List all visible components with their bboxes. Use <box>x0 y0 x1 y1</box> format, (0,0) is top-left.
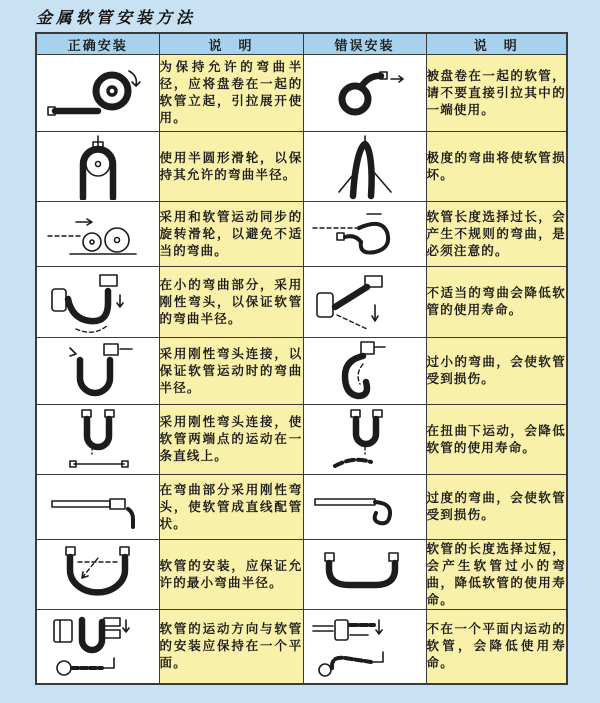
wrong-illustration-cell <box>303 475 426 540</box>
wrong-illustration-cell <box>303 132 426 202</box>
correct-illustration-cell <box>36 267 159 338</box>
correct-description: 软管的安装，应保证允许的最小弯曲半径。 <box>159 540 303 610</box>
one-plane-motion-icon <box>38 610 158 682</box>
improper-sharp-bend-icon <box>309 267 421 337</box>
u-bend-twisted-icon <box>309 406 421 474</box>
hook-small-bend-icon <box>309 338 421 404</box>
coiled-hose-pulled-end-icon <box>309 63 421 123</box>
wrong-description: 过小的弯曲，会使软管受到损伤。 <box>426 338 567 405</box>
u-bend-straight-line-icon <box>42 406 154 474</box>
header-correct-install: 正确安装 <box>36 33 159 55</box>
correct-illustration-cell <box>36 132 159 202</box>
wrong-illustration-cell <box>303 610 426 684</box>
table-row <box>36 475 567 540</box>
straight-run-elbow-icon <box>42 479 154 535</box>
table-row <box>36 267 567 338</box>
table-row <box>36 132 567 202</box>
table-row <box>36 405 567 475</box>
page-title: 金属软管安装方法 <box>36 8 197 27</box>
out-of-plane-motion-icon <box>305 610 425 682</box>
correct-illustration-cell <box>36 610 159 684</box>
extreme-bend-icon <box>309 134 421 200</box>
wrong-description: 软管长度选择过长，会产生不规则的弯曲，是必须注意的。 <box>426 202 567 267</box>
header-description-1: 说 明 <box>159 33 303 55</box>
wrong-description: 在扭曲下运动，会降低软管的使用寿命。 <box>426 405 567 475</box>
installation-guide-table <box>35 32 568 685</box>
rotating-pulleys-icon <box>42 206 154 262</box>
flat-shallow-bend-icon <box>309 545 421 605</box>
header-row <box>36 33 567 55</box>
wrong-description: 被盘卷在一起的软管，请不要直接引拉其中的一端使用。 <box>426 55 567 132</box>
correct-description: 采用刚性弯头连接，使软管两端点的运动在一条直线上。 <box>159 405 303 475</box>
wrong-description: 软管的长度选择过短，会产生软管过小的弯曲，降低软管的使用寿命。 <box>426 540 567 610</box>
wrong-illustration-cell <box>303 338 426 405</box>
table-row <box>36 202 567 267</box>
correct-illustration-cell <box>36 405 159 475</box>
correct-description: 在弯曲部分采用刚性弯头，使软管成直线配管状。 <box>159 475 303 540</box>
correct-illustration-cell <box>36 338 159 405</box>
correct-description: 在小的弯曲部分，采用刚性弯头，以保证软管的弯曲半径。 <box>159 267 303 338</box>
correct-description: 为保持允许的弯曲半径，应将盘卷在一起的软管立起，引拉展开使用。 <box>159 55 303 132</box>
wrong-illustration-cell <box>303 267 426 338</box>
wrong-description: 过度的弯曲，会使软管受到损伤。 <box>426 475 567 540</box>
wrong-illustration-cell <box>303 55 426 132</box>
table-row <box>36 55 567 132</box>
wrong-description: 不适当的弯曲会降低软管的使用寿命。 <box>426 267 567 338</box>
wrong-illustration-cell <box>303 405 426 475</box>
correct-description: 采用和软管运动同步的旋转滑轮，以避免不适当的弯曲。 <box>159 202 303 267</box>
correct-illustration-cell <box>36 540 159 610</box>
minimum-radius-u-icon <box>42 542 154 608</box>
coiled-hose-unrolled-icon <box>42 61 154 125</box>
header-wrong-install: 错误安装 <box>303 33 426 55</box>
correct-description: 软管的运动方向与软管的安装应保持在一个平面。 <box>159 610 303 684</box>
correct-description: 采用刚性弯头连接，以保证软管运动时的弯曲半径。 <box>159 338 303 405</box>
semicircular-pulley-icon <box>42 134 154 200</box>
irregular-loop-icon <box>309 206 421 262</box>
rigid-elbow-small-bend-icon <box>42 267 154 337</box>
table-row <box>36 338 567 405</box>
correct-illustration-cell <box>36 55 159 132</box>
correct-illustration-cell <box>36 202 159 267</box>
correct-illustration-cell <box>36 475 159 540</box>
wrong-description: 不在一个平面内运动的软管，会降低使用寿命。 <box>426 610 567 684</box>
wrong-illustration-cell <box>303 202 426 267</box>
rigid-elbow-u-bend-icon <box>42 338 154 404</box>
table-row <box>36 610 567 684</box>
overbent-end-icon <box>309 479 421 535</box>
header-description-2: 说 明 <box>426 33 567 55</box>
wrong-illustration-cell <box>303 540 426 610</box>
correct-description: 使用半圆形滑轮，以保持其允许的弯曲半径。 <box>159 132 303 202</box>
wrong-description: 极度的弯曲将使软管损坏。 <box>426 132 567 202</box>
table-row <box>36 540 567 610</box>
